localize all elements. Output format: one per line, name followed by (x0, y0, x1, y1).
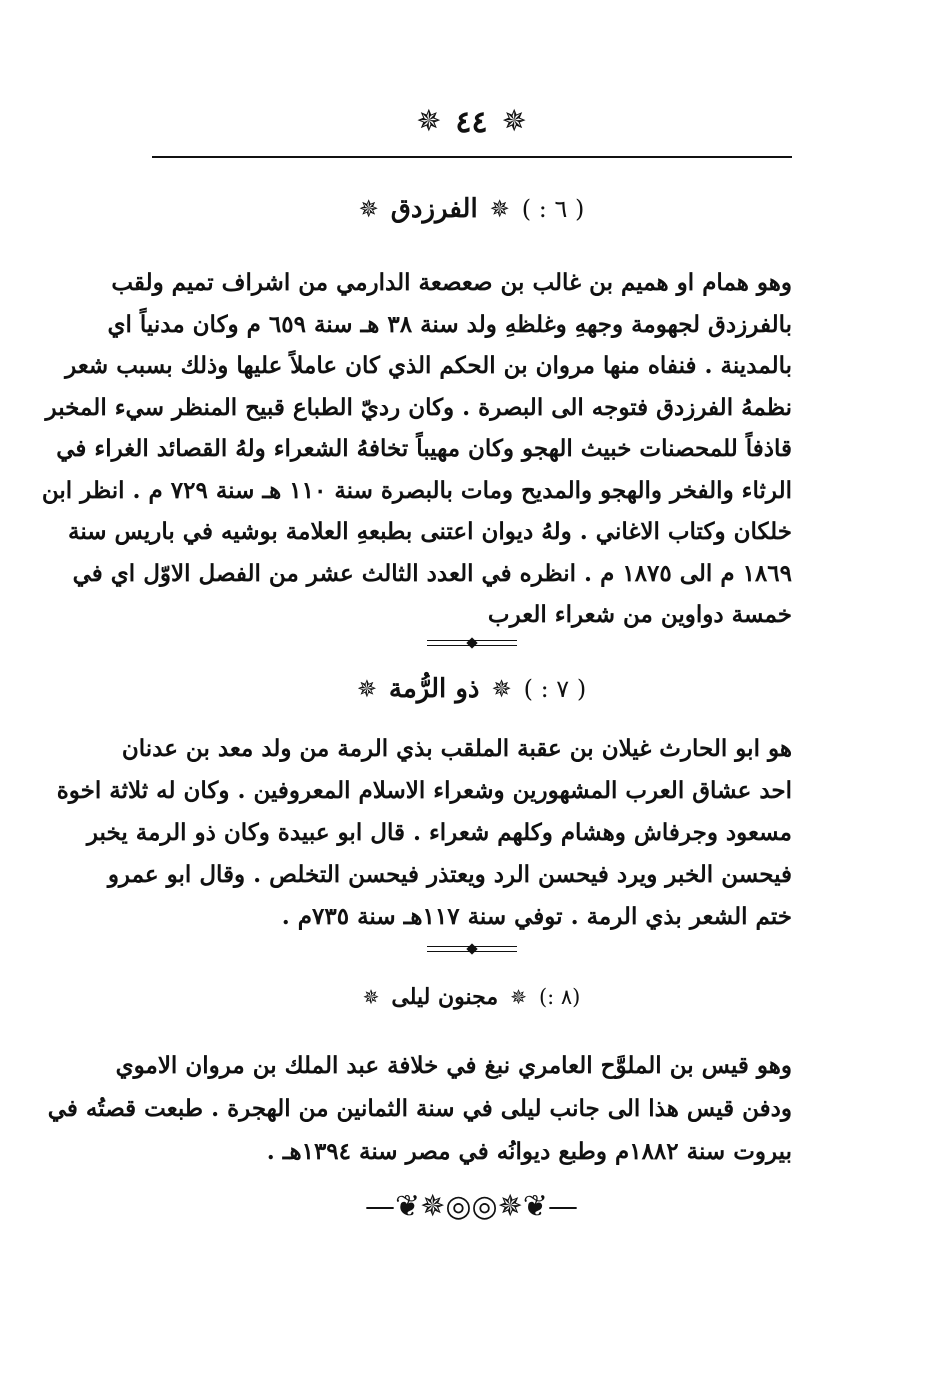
page-number: ٤٤ (455, 104, 488, 140)
text-line: مسعود وجرفاش وهشام وكلهم شعراء . قال ابو عبيدة وكان ذو الرمة يخبر (86, 819, 792, 846)
section-number: (٨ :) (538, 984, 581, 1009)
section-heading-dhu-alrumma (0, 676, 943, 702)
section-paragraph-dhu-alrumma (56, 728, 792, 938)
section-heading-farazdaq (0, 196, 943, 222)
text-line: قاذفاً للمحصنات خبيث الهجو وكان مهيباً تخافهُ الشعراء ولهُ القصائد الغراء في (56, 435, 792, 462)
section-divider (0, 946, 943, 952)
star-ornament-icon: ✵ (358, 195, 379, 223)
section-divider (0, 640, 943, 646)
section-number: ( ٧ : ) (523, 675, 587, 703)
star-ornament-icon: ✵ (362, 985, 380, 1009)
text-line: هو ابو الحارث غيلان بن عقبة الملقب بذي الرمة من ولد معد بن عدنان (121, 735, 792, 762)
text-line: ودفن قيس هذا الى جانب ليلى في سنة الثمانين من الهجرة . طبعت قصتُه في (47, 1095, 792, 1122)
section-title: مجنون ليلى (391, 984, 499, 1010)
section-heading-majnun-layla (0, 986, 943, 1008)
section-number: ( ٦ : ) (521, 195, 585, 223)
section-paragraph-majnun-layla (47, 1044, 792, 1173)
text-line: بيروت سنة ١٨٨٢م وطبع ديوانُه في مصر سنة ١٣٩٤هـ . (266, 1138, 792, 1165)
star-ornament-icon: ✵ (510, 985, 527, 1009)
text-line: الرثاء والفخر والهجو والمديح ومات بالبصرة سنة ١١٠ هـ سنة ٧٢٩ م . انظر ابن (41, 476, 792, 504)
page-header (0, 92, 943, 152)
star-ornament-icon: ✵ (416, 104, 442, 139)
text-line: فيحسن الخبر ويرد فيحسن الرد ويعتذر فيحسن التخلص . وقال ابو عمرو (107, 861, 792, 888)
section-title: ذو الرُّمة (388, 674, 480, 704)
text-line: بالفرزدق لجهومة وجههِ وغلظهِ ولد سنة ٣٨ هـ سنة ٦٥٩ م وكان مدنياً اي (107, 310, 792, 338)
text-line: خلكان وكتاب الاغاني . ولهُ ديوان اعتنى بطبعهِ العلامة بوشيه في باريس سنة (68, 518, 792, 545)
divider-ornament (427, 946, 517, 952)
text-line: احد عشاق العرب المشهورين وشعراء الاسلام المعروفين . وكان له ثلاثة اخوة (56, 777, 792, 804)
text-line: وهو قيس بن الملوَّح العامري نبغ في خلافة عبد الملك بن مروان الاموي (115, 1052, 792, 1079)
section-paragraph-farazdaq (41, 262, 792, 636)
section-title: الفرزدق (390, 194, 478, 224)
end-ornament-icon: —❦✵◎◎✵❦— (365, 1189, 578, 1224)
text-line: بالمدينة . فنفاه منها مروان بن الحكم الذي كان عاملاً عليها وذلك بسبب شعر (65, 352, 792, 379)
star-ornament-icon: ✵ (491, 675, 512, 703)
star-ornament-icon: ✵ (356, 675, 377, 703)
text-line: نظمهُ الفرزدق فتوجه الى البصرة . وكان رديّ الطباع قبيح المنظر سيء المخبر (45, 393, 792, 421)
divider-ornament (427, 640, 517, 646)
text-line: ختم الشعر بذي الرمة . توفي سنة ١١٧هـ سنة ٧٣٥م . (281, 903, 792, 930)
header-rule (152, 156, 792, 158)
text-line: ١٨٦٩ م الى ١٨٧٥ م . انظره في العدد الثالث عشر من الفصل الاوّل اي في (72, 559, 792, 587)
text-line: خمسة دواوين من شعراء العرب (487, 601, 792, 628)
star-ornament-icon: ✵ (501, 104, 527, 139)
star-ornament-icon: ✵ (489, 195, 510, 223)
text-line: وهو همام او هميم بن غالب بن صعصعة الدارمي من اشراف تميم ولقب (111, 269, 792, 296)
